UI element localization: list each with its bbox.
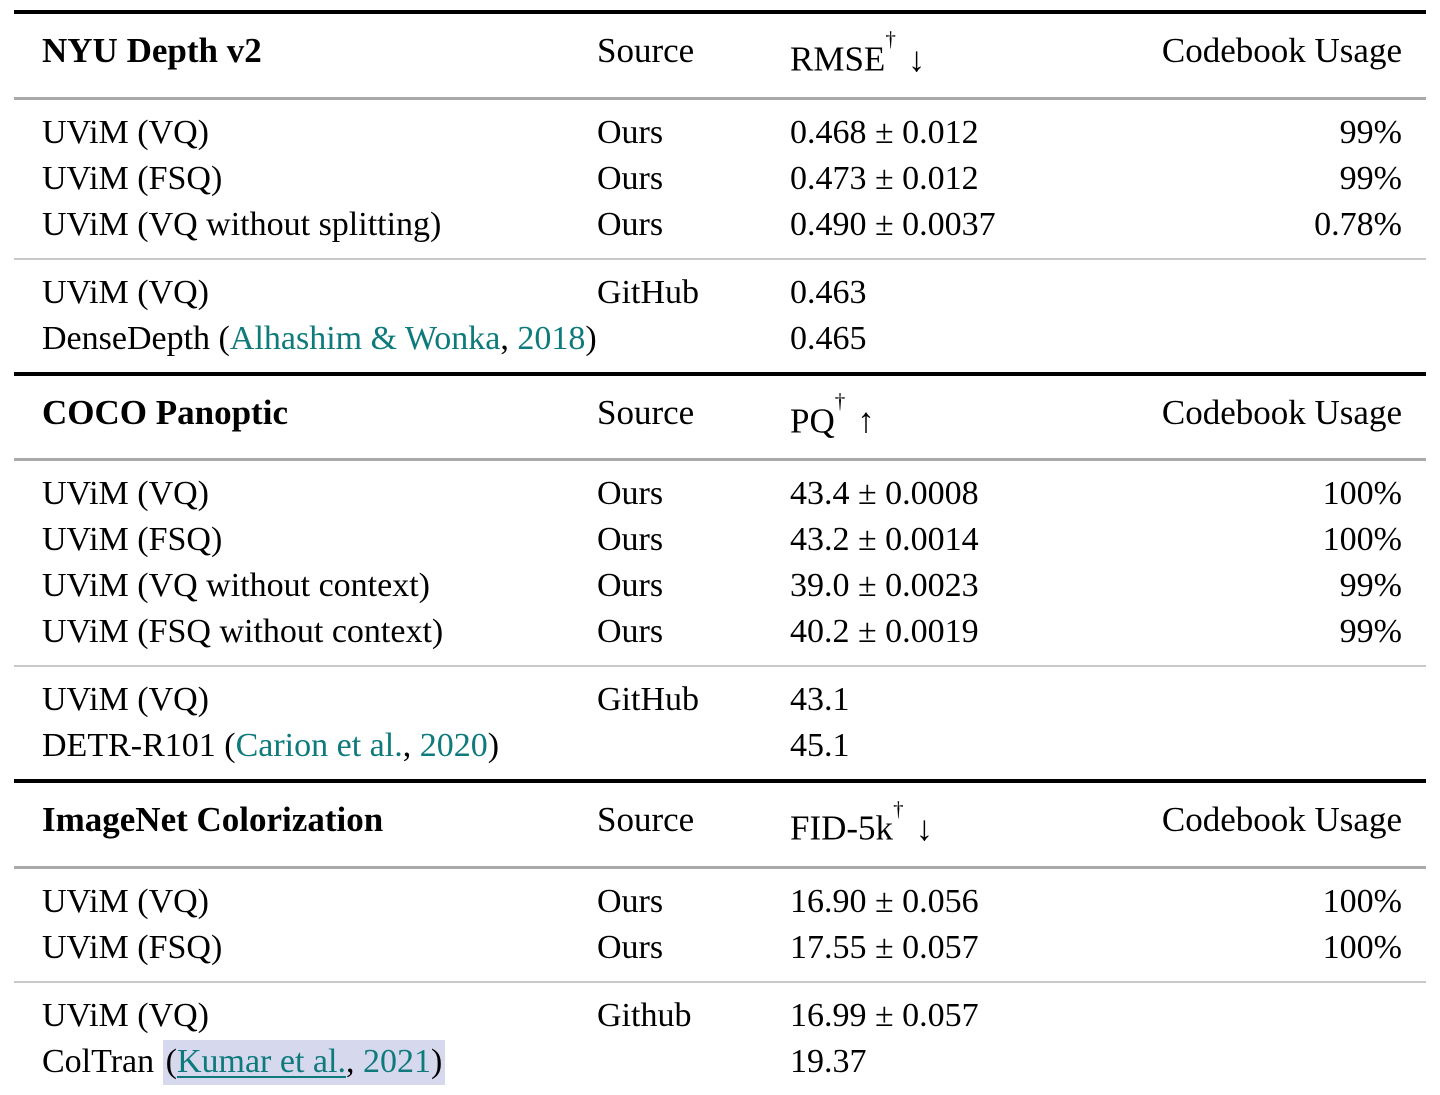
- citation-link-authors[interactable]: Kumar et al.: [176, 1042, 346, 1080]
- metric-value: 17.55 ± 0.057: [790, 928, 979, 966]
- table-row: [14, 993, 1426, 1039]
- model-name: UViM (FSQ): [42, 928, 223, 966]
- model-name: UViM (FSQ): [42, 159, 223, 197]
- model-name: UViM (VQ without context): [42, 567, 430, 605]
- down-arrow-icon: ↓: [907, 39, 926, 79]
- table-row: [14, 156, 1426, 202]
- column-header-metric-pq: [790, 391, 1130, 444]
- source-value: [597, 723, 790, 769]
- source-value: Ours: [597, 521, 664, 559]
- section-header-coco: [14, 376, 1426, 459]
- citation-selection-highlight: [163, 1040, 446, 1085]
- down-arrow-icon: ↓: [915, 808, 934, 848]
- section-title-nyu: NYU Depth v2: [42, 31, 262, 70]
- table-row: [14, 270, 1426, 316]
- metric-value: 40.2 ± 0.0019: [790, 613, 979, 651]
- metric-value: 39.0 ± 0.0023: [790, 567, 979, 605]
- column-header-metric-fid: [790, 798, 1130, 851]
- codebook-usage-value: 99%: [1339, 113, 1402, 151]
- metric-name: PQ: [790, 401, 835, 441]
- citation-link-authors[interactable]: Alhashim & Wonka: [229, 319, 501, 357]
- model-name: UViM (VQ): [42, 273, 209, 311]
- column-header-source: Source: [597, 392, 695, 432]
- table-row: [14, 471, 1426, 517]
- metric-value: 0.463: [790, 273, 867, 311]
- metric-value: 0.473 ± 0.012: [790, 159, 979, 197]
- source-value: [597, 316, 790, 362]
- citation-link-authors[interactable]: Carion et al.: [235, 727, 403, 765]
- model-name-prefix: DETR-R101 (: [42, 727, 236, 765]
- source-value: Ours: [597, 113, 664, 151]
- column-header-codebook-usage: Codebook Usage: [1161, 392, 1402, 432]
- table-row: [14, 609, 1426, 655]
- model-name: UViM (VQ): [42, 996, 209, 1034]
- codebook-usage-value: 99%: [1339, 159, 1402, 197]
- section-header-imagenet: [14, 783, 1426, 866]
- codebook-usage-value: [1130, 677, 1402, 723]
- metric-value: 16.90 ± 0.056: [790, 882, 979, 920]
- metric-value: 43.4 ± 0.0008: [790, 475, 979, 513]
- codebook-usage-value: [1130, 993, 1402, 1039]
- table-row: [14, 925, 1426, 971]
- group-nyu-baselines: [14, 260, 1426, 372]
- table-row: [14, 517, 1426, 563]
- group-imagenet-baselines: [14, 983, 1426, 1095]
- codebook-usage-value: 0.78%: [1314, 205, 1402, 243]
- results-table: [14, 10, 1426, 1095]
- table-row: [14, 879, 1426, 925]
- metric-value: 0.468 ± 0.012: [790, 113, 979, 151]
- up-arrow-icon: ↑: [857, 401, 875, 441]
- column-header-metric-rmse: [790, 29, 1130, 82]
- citation-link-year[interactable]: 2021: [362, 1042, 431, 1080]
- metric-value: 43.1: [790, 681, 850, 719]
- citation-link-year[interactable]: 2020: [419, 727, 488, 765]
- codebook-usage-value: 99%: [1339, 567, 1402, 605]
- source-value: Github: [597, 996, 692, 1034]
- group-imagenet-ours: [14, 869, 1426, 981]
- source-value: Ours: [597, 475, 664, 513]
- metric-value: 43.2 ± 0.0014: [790, 521, 979, 559]
- section-title-coco: COCO Panoptic: [42, 392, 288, 432]
- column-header-codebook-usage: Codebook Usage: [1161, 800, 1402, 840]
- column-header-source: Source: [597, 31, 695, 70]
- codebook-usage-value: [1130, 270, 1402, 316]
- table-row: [14, 723, 1426, 769]
- source-value: Ours: [597, 882, 664, 920]
- source-value: Ours: [597, 205, 664, 243]
- model-name-suffix: ): [585, 319, 597, 357]
- codebook-usage-value: 100%: [1322, 882, 1402, 920]
- model-name: UViM (FSQ without context): [42, 613, 444, 651]
- metric-value: 0.465: [790, 319, 867, 357]
- codebook-usage-value: [1130, 723, 1402, 769]
- citation-separator: ,: [345, 1042, 363, 1080]
- metric-value: 16.99 ± 0.057: [790, 996, 979, 1034]
- group-coco-ours: [14, 461, 1426, 665]
- citation-close-paren: ): [430, 1042, 443, 1080]
- codebook-usage-value: 100%: [1322, 928, 1402, 966]
- citation-open-paren: (: [165, 1042, 177, 1080]
- model-name: UViM (VQ): [42, 113, 209, 151]
- metric-value: 19.37: [790, 1042, 867, 1080]
- codebook-usage-value: 100%: [1322, 475, 1402, 513]
- section-title-imagenet: ImageNet Colorization: [42, 800, 384, 840]
- dagger-footnote-mark: †: [834, 389, 846, 414]
- dagger-footnote-mark: †: [885, 27, 896, 52]
- dagger-footnote-mark: †: [893, 796, 904, 821]
- model-name-with-citation: [42, 316, 597, 362]
- column-header-codebook-usage: Codebook Usage: [1161, 31, 1402, 70]
- model-name: UViM (VQ without splitting): [42, 205, 442, 243]
- table-row: [14, 316, 1426, 362]
- source-value: GitHub: [597, 273, 699, 311]
- column-header-source: Source: [597, 800, 695, 840]
- codebook-usage-value: [1130, 316, 1402, 362]
- group-nyu-ours: [14, 100, 1426, 258]
- table-row: [14, 202, 1426, 248]
- metric-name: FID-5k: [790, 808, 894, 848]
- model-name-suffix: ): [487, 727, 500, 765]
- source-value: Ours: [597, 613, 664, 651]
- citation-link-year[interactable]: 2018: [517, 319, 586, 357]
- model-name-prefix: ColTran: [42, 1042, 163, 1080]
- table-row: [14, 110, 1426, 156]
- table-row: [14, 563, 1426, 609]
- table-row: [14, 677, 1426, 723]
- metric-value: 0.490 ± 0.0037: [790, 205, 996, 243]
- source-value: GitHub: [597, 681, 699, 719]
- source-value: Ours: [597, 567, 664, 605]
- citation-separator: ,: [402, 727, 420, 765]
- codebook-usage-value: 100%: [1322, 521, 1402, 559]
- codebook-usage-value: 99%: [1339, 613, 1402, 651]
- codebook-usage-value: [1130, 1039, 1402, 1085]
- model-name: UViM (VQ): [42, 681, 209, 719]
- model-name: UViM (VQ): [42, 882, 209, 920]
- source-value: [597, 1039, 790, 1085]
- group-coco-baselines: [14, 667, 1426, 779]
- source-value: Ours: [597, 928, 664, 966]
- citation-separator: ,: [500, 319, 518, 357]
- model-name-prefix: DenseDepth (: [42, 319, 230, 357]
- metric-name: RMSE: [790, 39, 886, 79]
- table-row: [14, 1039, 1426, 1085]
- model-name: UViM (VQ): [42, 475, 209, 513]
- model-name: UViM (FSQ): [42, 521, 223, 559]
- metric-value: 45.1: [790, 727, 850, 765]
- section-header-nyu: [14, 14, 1426, 97]
- source-value: Ours: [597, 159, 664, 197]
- model-name-with-citation: [42, 723, 597, 769]
- model-name-with-citation: [42, 1039, 597, 1085]
